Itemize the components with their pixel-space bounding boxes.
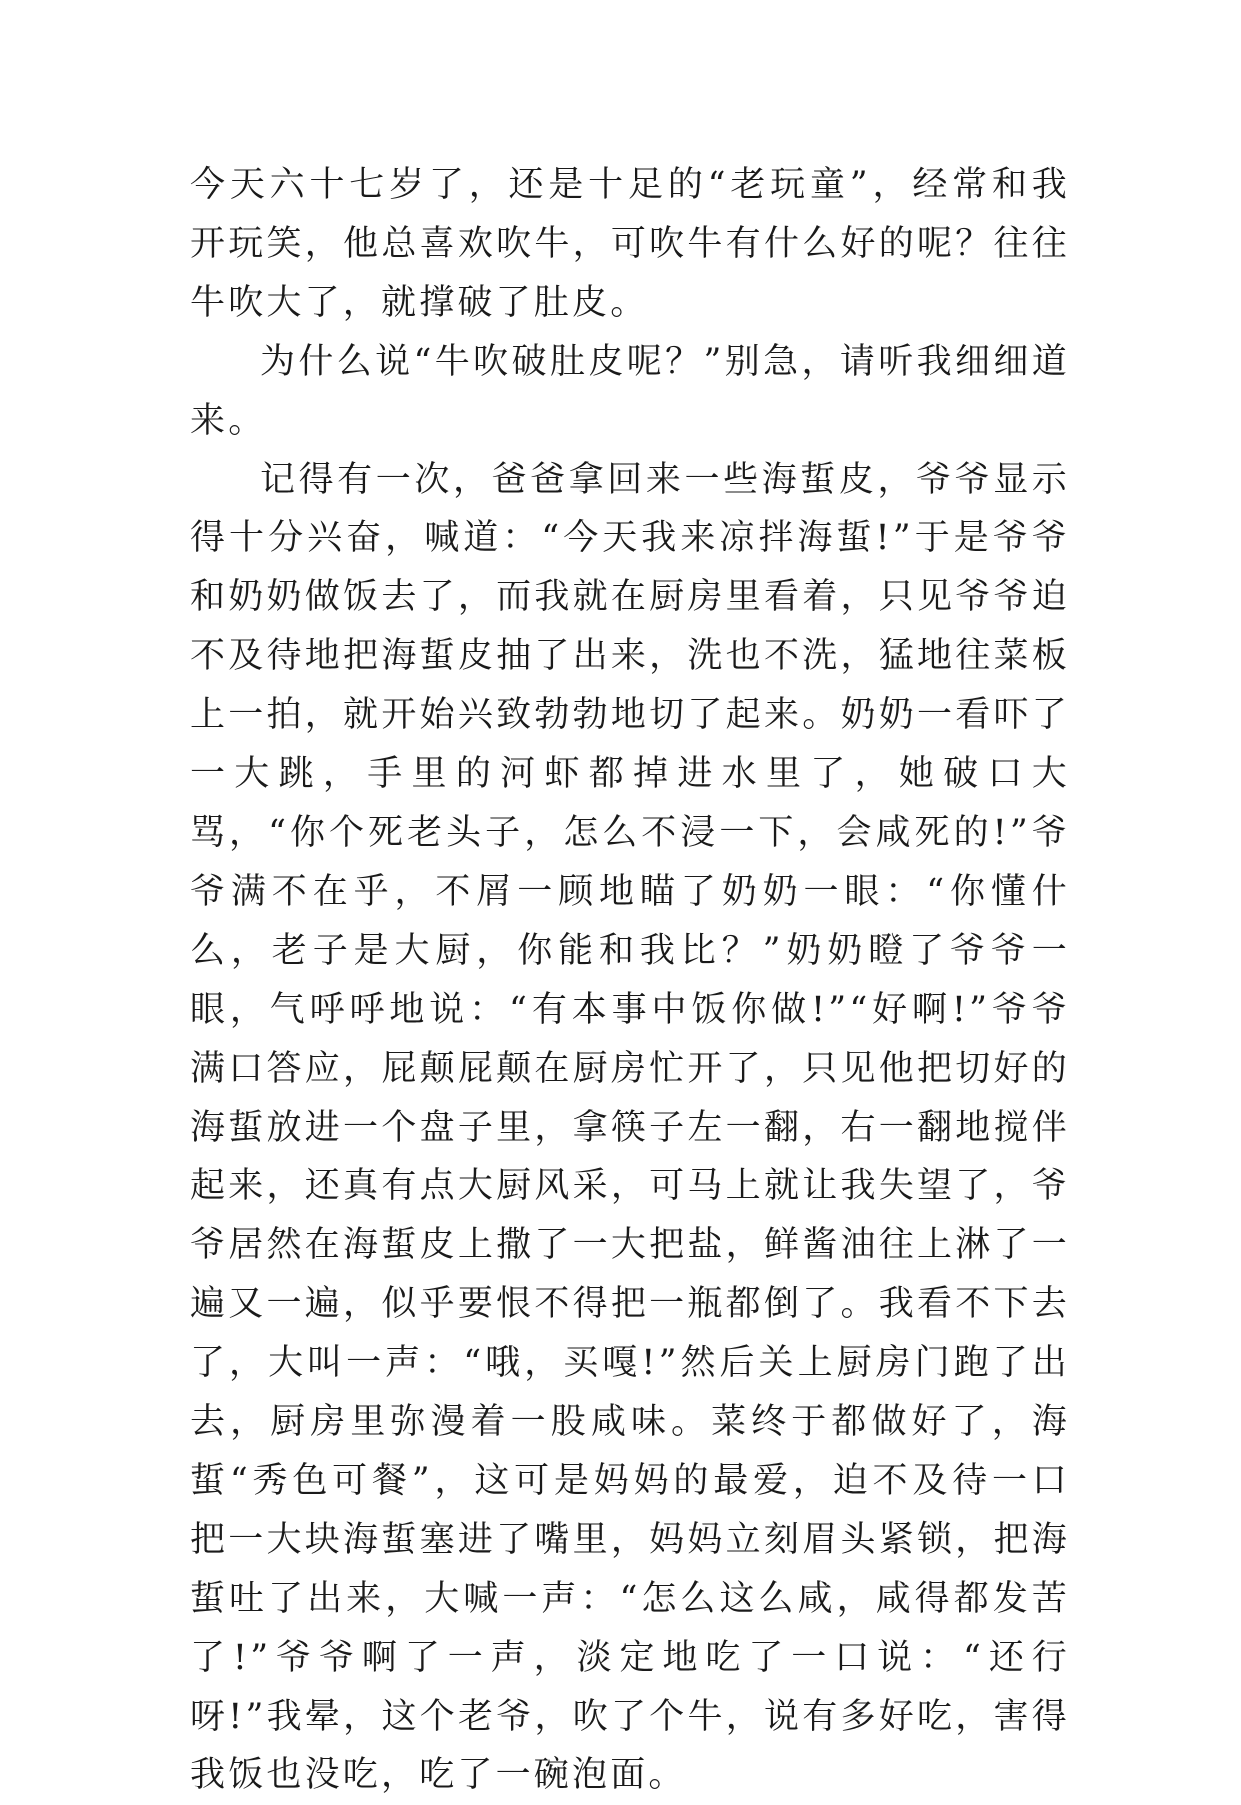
paragraph-story: 记得有一次，爸爸拿回来一些海蜇皮，爷爷显示得十分兴奋，喊道：“今天我来凉拌海蜇!”于是爷爷和奶奶做饭去了，而我就在厨房里看着，只见爷爷迫不及待地把海蜇皮抽了出来，洗也不洗，猛地往菜板上一拍，就开始兴致勃勃地切了起来。奶奶一看吓了一大跳，手里的河虾都掉进水里了，她破口大骂，“你个死老头子，怎么不浸一下，会咸死的!”爷爷满不在乎，不屑一顾地瞄了奶奶一眼：“你懂什么，老子是大厨，你能和我比？”奶奶瞪了爷爷一眼，气呼呼地说：“有本事中饭你做!”“好啊!”爷爷满口答应，屁颠屁颠在厨房忙开了，只见他把切好的海蜇放进一个盘子里，拿筷子左一翻，右一翻地搅伴起来，还真有点大厨风采，可马上就让我失望了，爷爷居然在海蜇皮上撒了一大把盐，鲜酱油往上淋了一遍又一遍，似乎要恨不得把一瓶都倒了。我看不下去了，大叫一声：“哦，买嘎!”然后关上厨房门跑了出去，厨房里弥漫着一股咸味。菜终于都做好了，海蜇“秀色可餐”，这可是妈妈的最爱，迫不及待一口把一大块海蜇塞进了嘴里，妈妈立刻眉头紧锁，把海蜇吐了出来，大喊一声：“怎么这么咸，咸得都发苦了!”爷爷啊了一声，淡定地吃了一口说：“还行呀!”我晕，这个老爷，吹了个牛，说有多好吃，害得我饭也没吃，吃了一碗泡面。 (190, 459, 1070, 1796)
body-text (190, 156, 1070, 1805)
paragraph-intro: 今天六十七岁了，还是十足的“老玩童”，经常和我开玩笑，他总喜欢吹牛，可吹牛有什么好的呢？往往牛吹大了，就撑破了肚皮。 (190, 165, 1070, 323)
paragraph-question: 为什么说“牛吹破肚皮呢？”别急，请听我细细道来。 (190, 341, 1070, 441)
